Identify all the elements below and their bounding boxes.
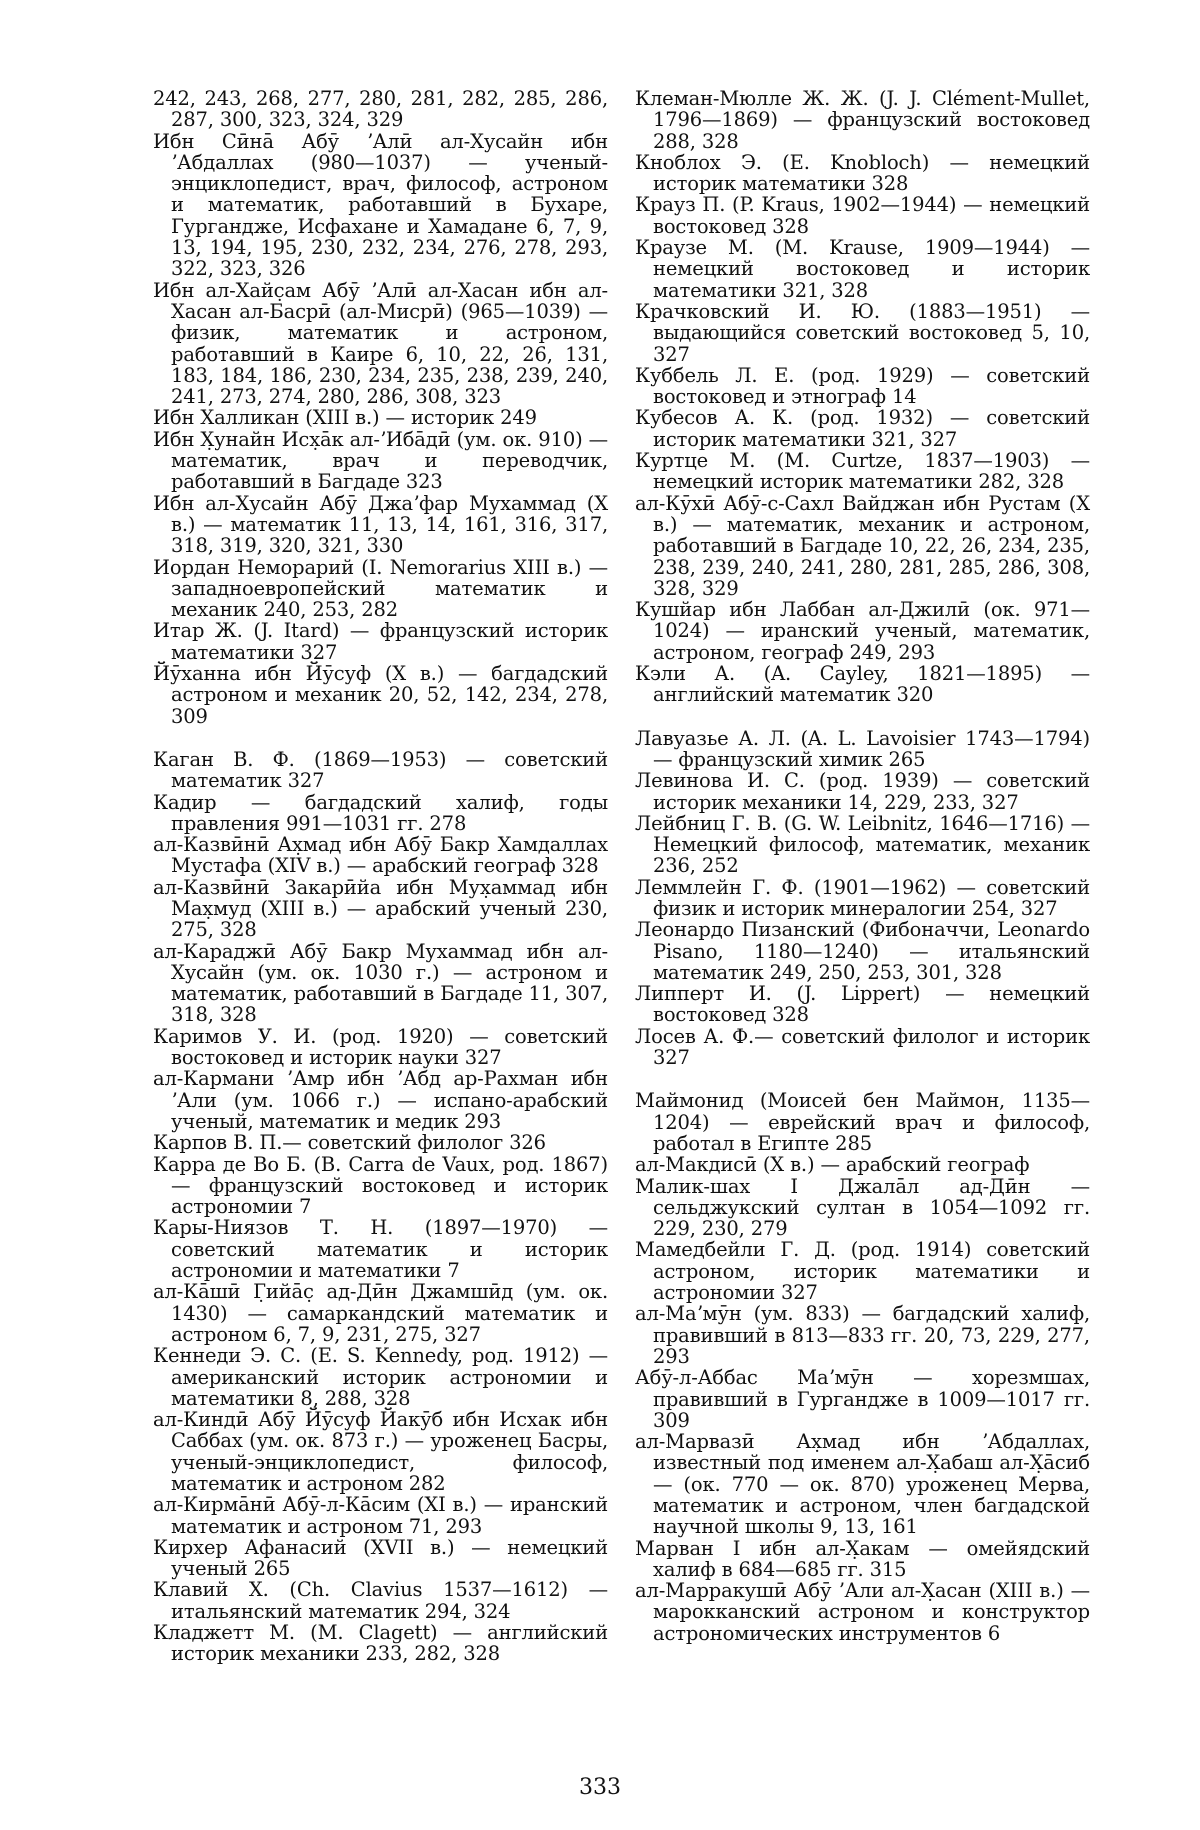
index-entry: Липперт И. (J. Lippert) — немецкий востоковед 328	[635, 982, 1090, 1027]
index-entry: Карпов В. П.— советский филолог 326	[153, 1131, 546, 1155]
index-entry: Малик-шах I Джала̄л ад-Дӣн — сельджукский султан в 1054—1092 гг. 229, 230, 279	[635, 1174, 1090, 1241]
index-entry: Кладжетт М. (M. Clagett) — английский историк механики 233, 282, 328	[153, 1621, 608, 1666]
index-entry: Крачковский И. Ю. (1883—1951) — выдающийся советский востоковед 5, 10, 327	[635, 299, 1090, 366]
index-entry: Иордан Неморарий (I. Nemorarius XIII в.) — западноевропейский математик и механик 240, 253, 282	[153, 555, 608, 622]
index-entry: ал-Марвазӣ Ах̣мад ибн ʼАбдаллах, известный под именем ал-Х̣абаш ал-Х̣а̄сиб — (ок. 770 — ок. 870) уроженец Мерва, математик и астроном, член багдадской научной школы 9, 13, 161	[635, 1430, 1090, 1539]
index-entry: ал-Киндӣ Абӯ Йӯсуф Йакӯб ибн Исхак ибн Саббах (ум. ок. 873 г.) — уроженец Басры, ученый-энциклопедист, философ, математик и астроном 282	[153, 1408, 608, 1495]
index-entry: Абӯ-л-Аббас Маʼмӯн — хорезмшах, правивший в Гургандже в 1009—1017 гг. 309	[635, 1366, 1090, 1432]
index-entry: Мамедбейли Г. Д. (род. 1914) советский астроном, историк математики и астрономии 327	[635, 1238, 1090, 1305]
index-entry: ал-Макдисӣ (X в.) — арабский географ	[635, 1153, 1030, 1177]
index-entry: Кирхер Афанасий (XVII в.) — немецкий ученый 265	[153, 1535, 608, 1581]
index-entry: Кеннеди Э. С. (E. S. Kennedy, род. 1912) — американский историк астрономии и математики 8, 288, 328	[153, 1344, 608, 1410]
index-entry: Клеман-Мюлле Ж. Ж. (J. J. Clément-Mullet, 1796—1869) — французский востоковед 288, 328	[635, 87, 1090, 153]
letter-section-gap	[635, 1068, 1090, 1090]
index-entry: Крауз П. (P. Kraus, 1902—1944) — немецкий востоковед 328	[635, 193, 1090, 238]
index-entry: Марван I ибн ал-Х̣акам — омейядский халиф в 684—685 гг. 315	[635, 1536, 1090, 1581]
index-column-right	[635, 88, 1090, 1644]
index-entry: Кубесов А. К. (род. 1932) — советский историк математики 321, 327	[635, 406, 1090, 451]
letter-section-gap	[635, 706, 1090, 728]
index-entry: Лейбниц Г. В. (G. W. Leibnitz, 1646—1716) — Немецкий философ, математик, механик 236, 252	[635, 811, 1090, 878]
index-entry: Ибн ал-Хусайн Абӯ Джаʼфар Мухаммад (X в.) — математик 11, 13, 14, 161, 316, 317, 318, 319, 320, 321, 330	[153, 491, 608, 558]
index-entry: Левинова И. С. (род. 1939) — советский историк механики 14, 229, 233, 327	[635, 769, 1090, 814]
index-entry: ал-Маʼмӯн (ум. 833) — багдадский халиф, правивший в 813—833 гг. 20, 73, 229, 277, 293	[635, 1302, 1090, 1368]
index-entry: Леммлейн Г. Ф. (1901—1962) — советский физик и историк минералогии 254, 327	[635, 875, 1090, 920]
index-entry: Кары-Ниязов Т. Н. (1897—1970) — советский математик и историк астрономии и математики 7	[153, 1216, 608, 1283]
index-entry: 242, 243, 268, 277, 280, 281, 282, 285, 286, 287, 300, 323, 324, 329	[153, 87, 608, 132]
index-entry: Лосев А. Ф.— советский филолог и историк 327	[635, 1024, 1090, 1070]
index-entry: Клавий Х. (Ch. Clavius 1537—1612) — итальянский математик 294, 324	[153, 1578, 608, 1623]
index-entry: ал-Казвӣнӣ Закарӣйа ибн Мух̣аммад ибн Мах̣муд (XIII в.) — арабский ученый 230, 275, 328	[153, 875, 608, 942]
letter-section-gap	[153, 727, 608, 749]
index-entry: Леонардо Пизанский (Фибоначчи, Leonardo Pisano, 1180—1240) — итальянский математик 249, 250, 253, 301, 328	[635, 918, 1090, 984]
index-entry: Каримов У. И. (род. 1920) — советский востоковед и историк науки 327	[153, 1024, 608, 1070]
index-entry: Йӯханна ибн Йӯсуф (X в.) — багдадский астроном и механик 20, 52, 142, 234, 278, 309	[153, 662, 608, 728]
index-entry: ал-Кармани ʼАмр ибн ʼАбд ар-Рахман ибн ʼАли (ум. 1066 г.) — испано-арабский ученый, математик и медик 293	[153, 1067, 608, 1133]
index-column-left	[153, 88, 608, 1665]
index-entry: Итар Ж. (J. Itard) — французский историк математики 327	[153, 619, 608, 664]
index-entry: Ибн ал-Хайс̣ам Абӯ ʼАлӣ ал-Хасан ибн ал-Хасан ал-Басрӣ (ал-Мисрӣ) (965—1039) — физик, математик и астроном, работавший в Каире 6, 10, 22, 26, 131, 183, 184, 186, 230, 234, 235, 238, 239, 240, 241, 273, 274, 280, 286, 308, 323	[153, 278, 608, 409]
index-entry: Куртце М. (M. Curtze, 1837—1903) — немецкий историк математики 282, 328	[635, 449, 1090, 494]
index-entry: Карра де Во Б. (B. Carra de Vaux, род. 1867) — французский востоковед и историк астрономии 7	[153, 1152, 608, 1219]
index-entry: ал-Кӯхӣ Абӯ-с-Сахл Вайджан ибн Рустам (X в.) — математик, механик и астроном, работавший в Багдаде 10, 22, 26, 234, 235, 238, 239, 240, 241, 280, 281, 285, 286, 308, 328, 329	[635, 491, 1090, 600]
index-entry: Ибн Х̣унайн Исх̣а̄к ал-ʼИба̄дӣ (ум. ок. 910) — математик, врач и переводчик, работавший в Багдаде 323	[153, 427, 608, 494]
index-entry: ал-Ка̄шӣ Г̣ийа̄с̣ ад-Дӣн Джамшӣд (ум. ок. 1430) — самаркандский математик и астроном 6, 7, 9, 231, 275, 327	[153, 1280, 608, 1346]
index-entry: Куббель Л. Е. (род. 1929) — советский востоковед и этнограф 14	[635, 363, 1090, 409]
index-entry: ал-Марракушӣ Абӯ ʼАли ал-Х̣асан (XIII в.) — марокканский астроном и конструктор астрономических инструментов 6	[635, 1579, 1090, 1645]
index-entry: Лавуазье А. Л. (A. L. Lavoisier 1743—1794) — французский химик 265	[635, 726, 1090, 771]
index-entry: ал-Кирма̄нӣ Абӯ-л-Ка̄сим (XI в.) — иранский математик и астроном 71, 293	[153, 1493, 608, 1538]
index-entry: Маймонид (Моисей бен Маймон, 1135—1204) — еврейский врач и философ, работал в Египте 285	[635, 1089, 1090, 1155]
index-entry: Кушйар ибн Лаббан ал-Джилӣ (ок. 971—1024) — иранский ученый, математик, астроном, географ 249, 293	[635, 598, 1090, 664]
index-entry: Ибн Сӣна̄ Абӯ ʼАлӣ ал-Хусайн ибн ʼАбдаллах (980—1037) — ученый-энциклопедист, врач, философ, астроном и математик, работавший в Бухаре, Гургандже, Исфахане и Хамадане 6, 7, 9, 13, 194, 195, 230, 232, 234, 276, 278, 293, 322, 323, 326	[153, 129, 608, 281]
page-number: 333	[579, 1775, 621, 1800]
index-entry: Каган В. Ф. (1869—1953) — советский математик 327	[153, 747, 608, 793]
index-entry: Кэли А. (A. Cayley, 1821—1895) — английский математик 320	[635, 662, 1090, 707]
index-entry: Кноблох Э. (E. Knobloch) — немецкий историк математики 328	[635, 150, 1090, 196]
index-entry: Ибн Халликан (XIII в.) — историк 249	[153, 406, 537, 430]
index-entry: ал-Караджӣ Абӯ Бакр Мухаммад ибн ал-Хусайн (ум. ок. 1030 г.) — астроном и математик, работавший в Багдаде 11, 307, 318, 328	[153, 939, 608, 1027]
index-entry: Кадир — багдадский халиф, годы правления 991—1031 гг. 278	[153, 790, 608, 835]
index-entry: ал-Казвӣнӣ Ах̣мад ибн Абӯ Бакр Хамдаллах Мустафа (XIV в.) — арабский географ 328	[153, 833, 608, 878]
index-entry: Краузе М. (M. Krause, 1909—1944) — немецкий востоковед и историк математики 321, 328	[635, 236, 1090, 302]
